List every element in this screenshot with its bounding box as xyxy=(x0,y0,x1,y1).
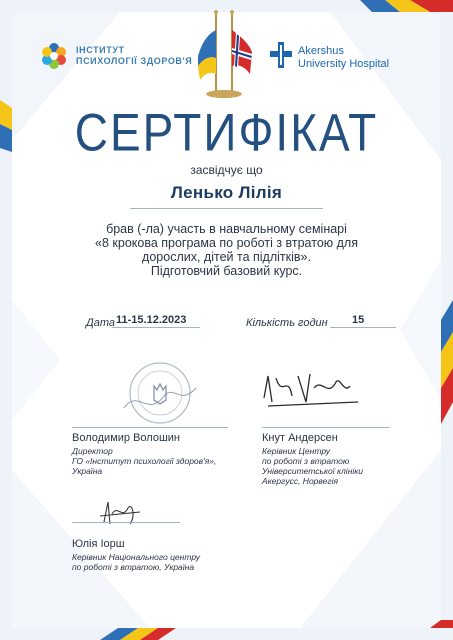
signatory-2-role-line4: Акергусс, Норвегія xyxy=(262,476,338,486)
signature-line-2 xyxy=(262,427,390,428)
date-value: 11-15.12.2023 xyxy=(116,314,187,326)
plus-cross-logo-icon xyxy=(270,42,292,68)
signatory-3-role-line1: Керівник Національного центру xyxy=(72,552,201,562)
hospital-name-line1: Akershus xyxy=(298,45,344,57)
hours-underline xyxy=(330,327,396,328)
signatory-2-name: Кнут Андерсен xyxy=(262,432,338,444)
signatory-1-name: Володимир Волошин xyxy=(72,432,180,444)
hexagon-flower-logo-icon xyxy=(38,40,70,72)
signatory-2-role-line2: по роботі з втратою xyxy=(262,456,350,466)
org-name-line1: ІНСТИТУТ xyxy=(76,45,125,55)
hospital-name-line2: University Hospital xyxy=(298,58,390,70)
org-name-line2: ПСИХОЛОГІЇ ЗДОРОВ'Я xyxy=(76,56,193,66)
recipient-name: Ленько Лілія xyxy=(170,183,283,202)
signature-line-1 xyxy=(72,427,228,428)
signatory-2-role-line1: Керівник Центру xyxy=(262,446,331,456)
signatory-2-role-line3: Університетської клініки xyxy=(262,466,363,476)
official-stamp-icon xyxy=(118,358,202,428)
signatory-3-name: Юлія Іорш xyxy=(72,538,125,550)
seminar-title-line2: дорослих, дітей та підлітків». xyxy=(142,250,311,264)
signatory-3-role-line2: по роботі з втратою, Україна xyxy=(72,562,195,572)
handwritten-signature-2 xyxy=(258,368,368,414)
date-label: Дата xyxy=(86,317,116,329)
handwritten-signature-3 xyxy=(96,496,146,530)
signatory-1-role-line1: Директор xyxy=(72,446,113,456)
ukraine-norway-flags-icon xyxy=(194,8,256,100)
certificate-title: СЕРТИФІКАТ xyxy=(74,102,379,162)
course-text: Підготовчий базовий курс. xyxy=(150,264,303,278)
signatory-1-role-line3: Україна xyxy=(72,466,103,476)
recipient-underline xyxy=(130,208,323,209)
signatory-1-role-line2: ГО «Інститут психології здоров'я», xyxy=(72,456,217,466)
hours-value: 15 xyxy=(352,314,365,326)
date-underline xyxy=(112,327,200,328)
hours-label: Кількість годин xyxy=(246,317,328,329)
signature-line-3 xyxy=(72,522,180,523)
seminar-title-line1: «8 крокова програма по роботі з втратою для xyxy=(95,236,358,250)
participation-text: брав (-ла) участь в навчальному семінарі xyxy=(106,222,347,236)
certifies-text: засвідчує що xyxy=(190,163,263,177)
